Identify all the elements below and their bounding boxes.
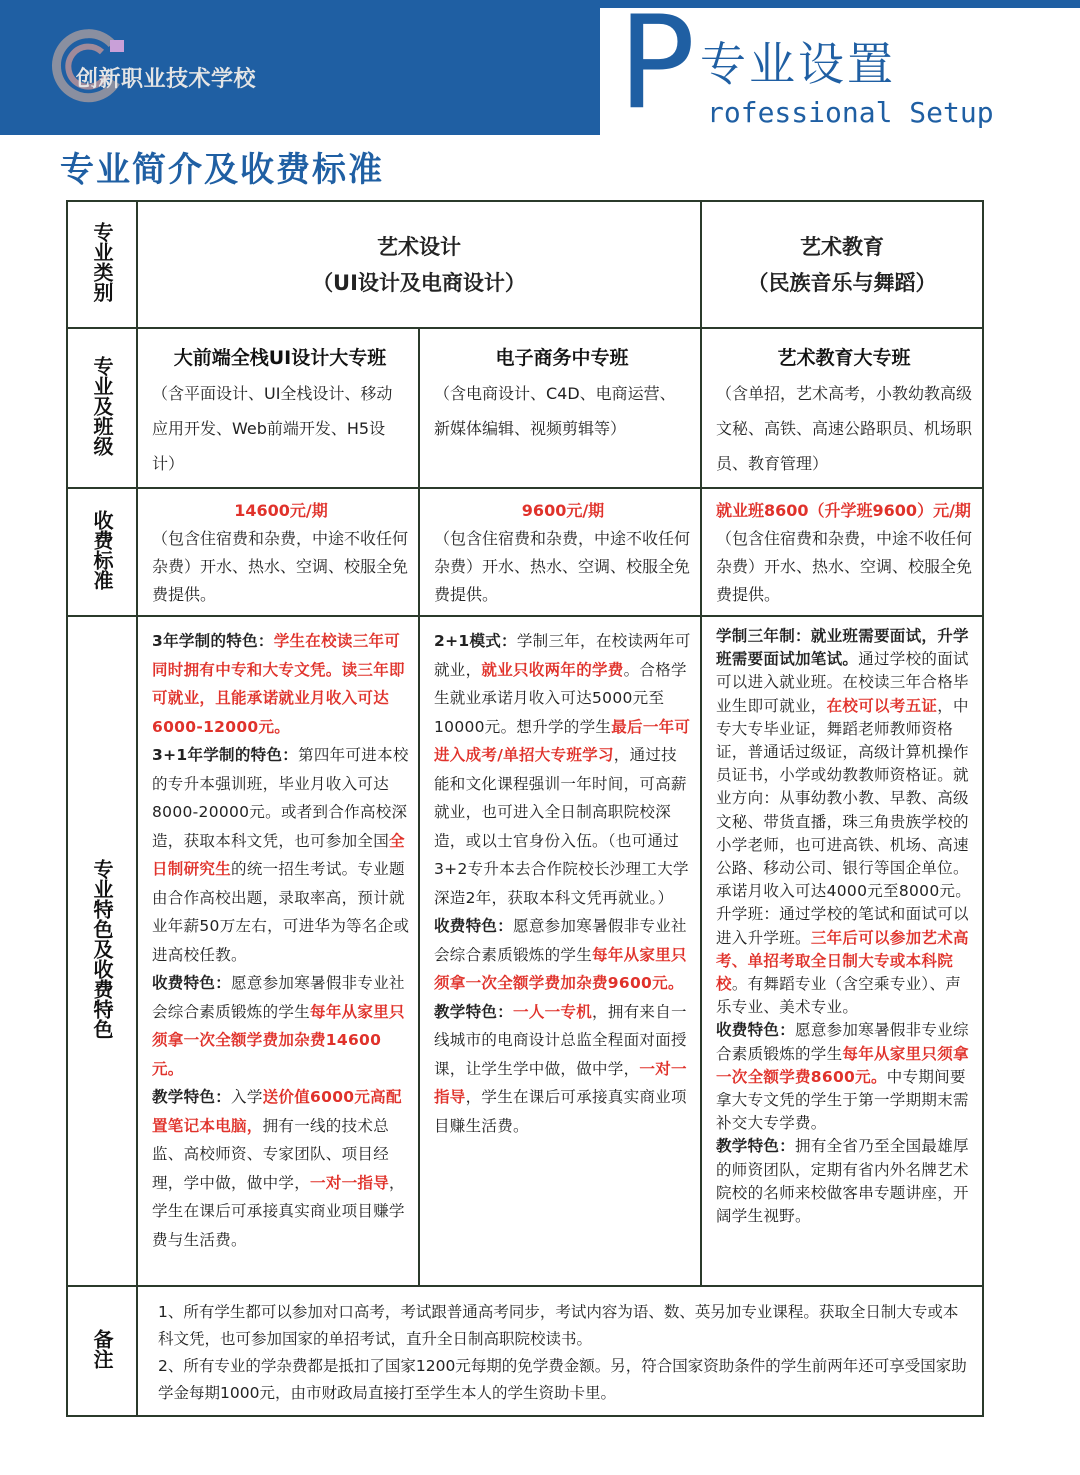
category-row: [67, 201, 983, 328]
feature-heading: 收费特色：: [716, 1021, 796, 1040]
feature-text: 愿意参加寒暑假非专业社会综合素质锻炼的学生: [152, 974, 405, 1021]
feature-text: 拥有一线的技术总监、高校师资、专家团队、项目经理，学中做，做中学，: [152, 1116, 390, 1192]
feature-text: 。合格学生就业承诺月收入可达5000元至10000元。想升学的学生: [434, 660, 687, 736]
feature-text: 拥有全省乃至全国最雄厚的师资团队，定期有省内外名牌艺术院校的名师来校做客串专题讲座，开阔学生视野。: [716, 1137, 969, 1226]
note-item: 1、所有学生都可以参加对口高考，考试跟普通高考同步，考试内容为语、数、英另加专业课程。获取全日制大专或本科文凭，也可参加国家的单招考试，直升全日制高职院校读书。: [158, 1303, 959, 1348]
feature-highlight: 全日制研究生: [152, 831, 405, 878]
feature-text: 通过学校的面试可以进入就业班。在校读三年合格毕业生即可就业，: [716, 650, 969, 715]
feature-highlight: 一对一指导: [310, 1173, 390, 1192]
feature-highlight: 一人一专机: [513, 1002, 593, 1021]
class-cell: 电子商务中专班 （含电商设计、C4D、电商运营、新媒体编辑、视频剪辑等）: [419, 328, 701, 488]
feature-text: ，学生在课后可承接真实商业项目赚生活费。: [434, 1088, 687, 1135]
feature-text: ，学生在课后可承接真实商业项目赚学费与生活费。: [152, 1173, 405, 1249]
feature-text: 学制三年，在校读两年可就业，: [434, 632, 691, 679]
feature-text: ，拥有来自一线城市的电商设计总监全程面对面授课，让学生学中做，做中学，: [434, 1002, 687, 1078]
feature-text: 愿意参加寒暑假非专业社会综合素质锻炼的学生: [434, 917, 687, 964]
feature-cell: [137, 616, 419, 1286]
feature-text: 愿意参加寒暑假非专业综合素质锻炼的学生: [716, 1021, 969, 1063]
school-name: 创新职业技术学校: [76, 67, 257, 92]
feature-highlight: 每年从家里只须拿一次全额学费8600元。: [716, 1044, 969, 1086]
section-title: 专业简介及收费标准: [60, 150, 384, 190]
feature-cell: [419, 616, 701, 1286]
feature-heading: 教学特色：: [152, 1088, 232, 1106]
feature-text: 中专期间要拿大专文凭的学生于第一学期期末需补交大专学费。: [716, 1067, 969, 1133]
fees-row: [67, 488, 983, 616]
feature-text: ，通过技能和文化课程强训一年时间，可高薪就业，也可进入全日制高职院校深造，或以士官身份入伍。（也可通过3+2专升本去合作院校长沙理工大学深造2年，获取本科文凭再就业。）: [434, 746, 689, 907]
feature-heading: 3年学制的特色：: [152, 632, 274, 650]
feature-heading: 教学特色：: [716, 1137, 796, 1156]
fee-cell: 14600元/期 （包含住宿费和杂费，中途不收任何杂费）开水、热水、空调、校服全免费提供。: [137, 488, 419, 616]
class-cell: 艺术教育大专班 （含单招，艺术高考，小教幼教高级文秘、高铁、高速公路职员、机场职员、教育管理）: [701, 328, 983, 488]
feature-heading: 收费特色：: [434, 917, 514, 935]
feature-highlight: 每年从家里只须拿一次全额学费加杂费14600元。: [152, 1002, 405, 1078]
row-label-category: 专业类别: [67, 201, 137, 328]
feature-highlight: 送价值6000元高配置笔记本电脑，: [152, 1088, 402, 1135]
row-label-notes: 备注: [67, 1286, 137, 1416]
feature-text: 第四年可进本校的专升本强训班，毕业月收入可达8000-20000元。或者到合作高校深造，获取本科文凭，也可参加全国: [152, 746, 409, 850]
feature-text: 的统一招生考试。专业题由合作高校出题，录取率高，预计就业年薪50万左右，可进华为等名企或进高校任教。: [152, 860, 410, 964]
features-row: [67, 616, 983, 1286]
note-item: 2、所有专业的学杂费都是抵扣了国家1200元每期的免学费金额。另，符合国家资助条件的学生前两年还可享受国家助学金每期1000元，由市财政局直接打至学生本人的学生资助卡里。: [158, 1357, 967, 1402]
row-label-classes: 专业及班级: [67, 328, 137, 488]
feature-text: 。有舞蹈专业（含空乘专业）、声乐专业、美术专业。: [716, 975, 962, 1017]
category-art-education: 艺术教育 （民族音乐与舞蹈）: [701, 201, 983, 328]
page-title: 专业设置: [700, 37, 896, 91]
page-subtitle: rofessional Setup: [707, 96, 994, 129]
category-art-design: 艺术设计 （UI设计及电商设计）: [137, 201, 701, 328]
feature-highlight: 就业只收两年的学费: [481, 660, 624, 679]
notes-row: [67, 1286, 983, 1416]
feature-heading: 3+1年学制的特色：: [152, 746, 299, 764]
feature-highlight: 一对一指导: [434, 1059, 687, 1106]
feature-highlight: 三年后可以参加艺术高考、单招考取全日制大专或本科院校: [716, 928, 969, 994]
feature-highlight: 最后一年可进入成考/单招大专班学习: [434, 717, 691, 764]
fee-cell: 就业班8600（升学班9600）元/期 （包含住宿费和杂费，中途不收任何杂费）开水、热水、空调、校服全免费提供。: [701, 488, 983, 616]
feature-highlight: 每年从家里只须拿一次全额学费加杂费9600元。: [434, 945, 687, 992]
feature-highlight: 学生在校读三年可同时拥有中专和大专文凭。读三年即可就业，且能承诺就业月收入可达6000-12000元。: [152, 632, 405, 736]
feature-text: ，中专大专毕业证，舞蹈老师教师资格证，普通话过级证，高级计算机操作员证书，小学或幼教教师资格证。就业方向：从事幼教小教、早教、高级文秘、带货直播，珠三角贵族学校的小学老师，也可进高铁、机场、高速公路、移动公司、银行等国企单位。承诺月收入可达4000元至8000元。升学班：通过学校的笔试和面试可以进入升学班。: [716, 696, 972, 947]
feature-cell: [701, 616, 983, 1286]
feature-heading: 学制三年制：就业班需要面试，升学班需要面试加笔试。: [716, 627, 969, 669]
big-letter: P: [618, 0, 696, 138]
row-label-fees: 收费标准: [67, 488, 137, 616]
classes-row: [67, 328, 983, 488]
feature-highlight: 在校可以考五证: [826, 696, 938, 715]
feature-heading: 收费特色：: [152, 974, 232, 992]
program-table: [66, 200, 984, 1417]
row-label-features: 专业特色及收费特色: [67, 616, 137, 1286]
feature-heading: 教学特色：: [434, 1002, 514, 1021]
class-cell: 大前端全栈UI设计大专班 （含平面设计、UI全栈设计、移动应用开发、Web前端开发、H5设计）: [137, 328, 419, 488]
feature-text: 入学: [231, 1088, 263, 1106]
feature-heading: 2+1模式：: [434, 632, 517, 650]
notes-cell: [137, 1286, 983, 1416]
fee-cell: 9600元/期 （包含住宿费和杂费，中途不收任何杂费）开水、热水、空调、校服全免费提供。: [419, 488, 701, 616]
